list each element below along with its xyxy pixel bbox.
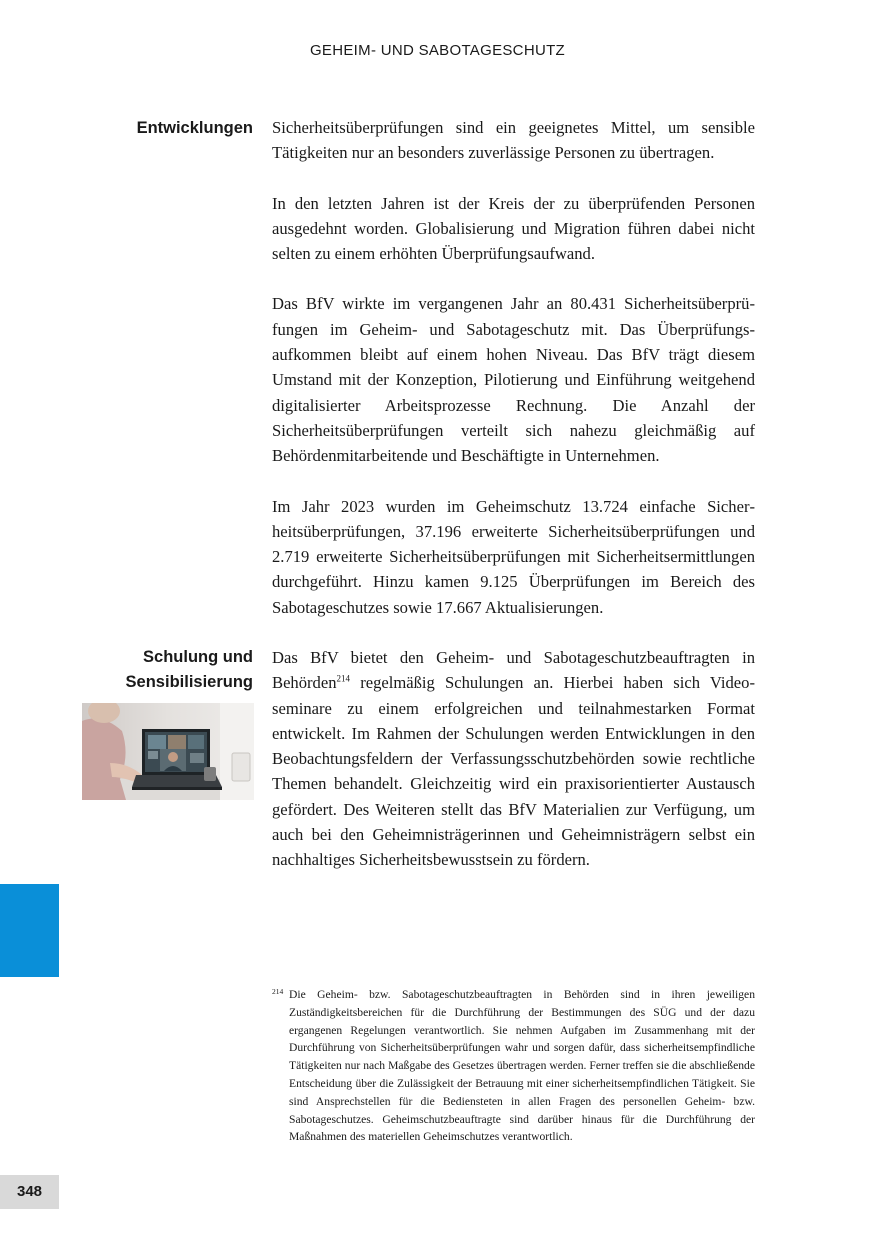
paragraph-text: regelmäßig Schulungen an. Hierbei haben sich Videoseminare zu einem erfolgreichen und teilnahmestarken Format entwickelt. Im Rahmen der Schulungen werden Entwicklungen in den Beobachtungsfeldern der Verfassungsschutzbehörden sowie rechtliche Themen behandelt. Gleichzeitig wird ein praxisorientierter Austausch gefördert. Des Weiteren stellt das BfV Materialien zur Verfügung, um auch bei den Geheimnisträgerinnen und Geheimnisträgern selbst ein nachhaltiges Sicherheitsbewusstsein zu fördern.: [272, 673, 755, 870]
video-seminar-photo: [82, 703, 254, 800]
paragraph: Sicherheitsüberprüfungen sind ein geeignetes Mittel, um sensible Tätigkeiten nur an besonders zuverlässige Personen zu übertragen.: [272, 118, 755, 163]
section-heading-entwicklungen: [137, 116, 253, 141]
footnote-reference[interactable]: 214: [336, 673, 351, 684]
section-body-entwicklungen: [272, 115, 755, 645]
paragraph: In den letzten Jahren ist der Kreis der zu überprüfenden Personen ausgedehnt worden. Globalisierung und Migration führen dabei nicht selten zu einem erhöhten Überprüfungsaufwand.: [272, 193, 755, 264]
chapter-tab: [0, 884, 59, 977]
running-title: GEHEIM- UND SABOTAGESCHUTZ: [309, 42, 566, 59]
paragraph: [272, 645, 755, 873]
paragraph: Im Jahr 2023 wurden im Geheimschutz 13.724 einfache Sicherheitsüberprüfungen, 37.196 erweiterte Sicherheitsüberprüfungen und 2.719 erweiterte Sicherheitsüberprüfungen mit Sicherheitsermittlungen durchgeführt. Hinzu kamen 9.125 Überprüfungen im Bereich des Sabotageschutzes sowie 17.667 Aktualisierungen.: [272, 496, 755, 617]
footnote-number: 214: [272, 987, 284, 996]
heading-line-2: Sensibilisierung: [125, 673, 253, 691]
paragraph: Das BfV wirkte im vergangenen Jahr an 80.431 Sicherheitsüberprüfungen im Geheim- und Sabotageschutz mit. Das Überprüfungsaufkommen bleibt auf einem hohen Niveau. Das BfV trägt diesem Umstand mit der Konzeption, Pilotierung und Einführung weitgehend digitalisierter Arbeitsprozesse Rechnung. Die Anzahl der Sicherheitsüberprüfungen verteilt sich nahezu gleichmäßig auf Behördenmitarbeitende und Beschäftigte in Unternehmen.: [272, 294, 755, 466]
heading-text: Entwicklungen: [136, 119, 253, 137]
paragraph-text: Das BfV bietet den Geheim- und Sabotageschutzbeauftragten in Behörden: [272, 648, 755, 693]
page-number: 348: [0, 1175, 59, 1209]
section-body-schulung: [272, 645, 755, 898]
footnote: [272, 986, 755, 1146]
heading-line-1: Schulung und: [143, 648, 253, 666]
section-heading-schulung: [126, 645, 253, 695]
footnote-text: Die Geheim- bzw. Sabotageschutzbeauftragten in Behörden sind in ihren jeweiligen Zuständigkeitsbereichen für die Durchführung der Bestimmungen des SÜG und der dazu ergangenen Regelungen verantwortlich. Sie nehmen Aufgaben im Zusammenhang mit der Durchführung von Sicherheitsüberprüfungen wahr und sorgen dafür, dass sicherheitsempfindliche Tätigkeiten nur nach Maßgabe des Gesetzes übertragen werden. Ferner treffen sie die abschließende Entscheidung über die Zulässigkeit der Betrauung mit einer sicherheitsempfindlichen Tätigkeit. Sie sind Ansprechstellen für die Bediensteten in allen Fragen des personellen Geheim- bzw. Sabotageschutzes. Geheimschutzbeauftragte sind darüber hinaus für die Durchführung der Maßnahmen des materiellen Geheimschutzes verantwortlich.: [289, 988, 755, 1144]
